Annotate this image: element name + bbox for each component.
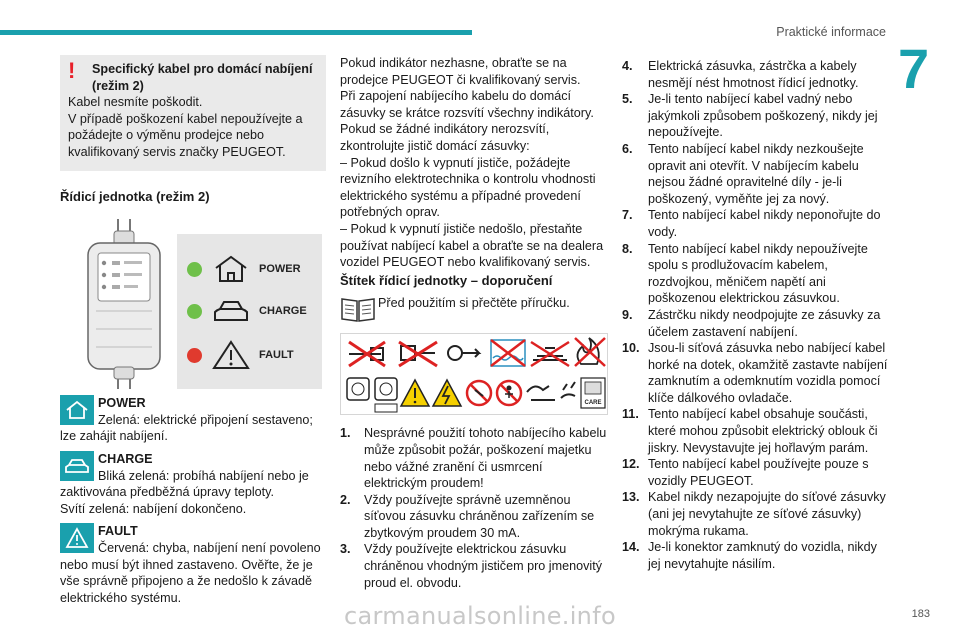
no-water-icon (491, 340, 525, 366)
control-unit-heading: Řídicí jednotka (režim 2) (60, 188, 210, 204)
list-item: 11. Tento nabíjecí kabel obsahuje součásti, které mohou způsobit elektrický oblouk či jiskry. Nevystavujte jej hořlavým parám. (622, 407, 878, 455)
home-icon (211, 254, 251, 284)
led-fault (187, 348, 202, 363)
care-label: CARE (584, 400, 602, 407)
panel-row-fault (187, 340, 317, 370)
car-icon (211, 296, 251, 326)
panel-label-charge: CHARGE (259, 305, 307, 318)
no-pulling-icon (527, 386, 555, 400)
no-extension-cord-icon (349, 342, 385, 366)
dash-item: – Pokud došlo k vypnutí jističe, požádejte revizního elektrotechnika o kontrolu vhodnosti elektrického systému a případné provedení potřebných oprav. (340, 155, 596, 220)
list-item: 10. Jsou-li síťová zásuvka nebo nabíjecí kabel horké na dotek, okamžitě zastavte nabíjení zamknutím a odemknutím vozidla pomocí klíče dálkového ovladače. (622, 341, 888, 405)
plug-icon (448, 346, 479, 360)
rules-list-a (340, 425, 608, 591)
manual-note: Před použitím si přečtěte příručku. (378, 296, 570, 311)
label-section-heading: Štítek řídicí jednotky – doporučení (340, 272, 553, 288)
warning-box (60, 55, 326, 171)
led-power (187, 262, 202, 277)
list-item: 3. Vždy používejte elektrickou zásuvku chráněnou vhodným jističem pro jmenovitý proud el. obvodu. (340, 542, 602, 590)
safety-pictograms-strip (341, 334, 609, 416)
indicator-panel (177, 234, 322, 389)
indicator-entry-power (60, 395, 326, 445)
safety-pictograms (340, 333, 608, 415)
socket-icon (347, 378, 369, 400)
no-sleeping-icon (531, 342, 569, 366)
indicator-entry-fault (60, 523, 326, 606)
indicator-name: FAULT (98, 524, 138, 539)
chapter-number: 7 (898, 37, 930, 100)
panel-row-power (187, 254, 317, 284)
indicator-text: Svítí zelená: nabíjení dokončeno. (60, 501, 247, 516)
list-item: 2. Vždy používejte správně uzemněnou síťovou zásuvku chráněnou zařízením se zbytkovým proudem 30 mA. (340, 492, 595, 540)
no-wet-hands-icon (561, 382, 575, 398)
indicator-entry-charge (60, 451, 326, 517)
car-icon (60, 451, 94, 481)
list-item: 8. Tento nabíjecí kabel nikdy nepoužívejte spolu s prodlužovacím kabelem, rozdvojkou, měničem napětí ani poškozenou elektrickou zásuvkou. (622, 241, 868, 306)
no-fire-icon (575, 338, 605, 366)
paragraph: Pokud indikátor nezhasne, obraťte se na prodejce PEUGEOT či kvalifikovaný servis. (340, 56, 581, 87)
led-charge (187, 304, 202, 319)
section-title: Praktické informace (776, 25, 886, 39)
indicator-text: Zelená: elektrické připojení sestaveno; lze zahájit nabíjení. (60, 412, 313, 444)
no-adapter-icon (399, 342, 437, 366)
list-item: 1. Nesprávné použití tohoto nabíjecího kabelu může způsobit požár, poškození majetku nebo vážné zranění či usmrcení elektrickým proudem! (340, 426, 607, 491)
panel-row-charge (187, 296, 317, 326)
list-item: 9. Zástrčku nikdy neodpojujte ze zásuvky za účelem zastavení nabíjení. (622, 307, 881, 339)
earthed-socket-icon (375, 378, 397, 412)
column-left (60, 55, 326, 606)
care-icon (581, 378, 605, 408)
panel-label-fault: FAULT (259, 349, 294, 362)
home-icon (60, 395, 94, 425)
watermark: carmanualsonline.info (344, 602, 616, 630)
list-item: 13. Kabel nikdy nezapojujte do síťové zásuvky (ani jej nevytahujte ze síťové zásuvky) mokrýma rukama. (622, 490, 886, 538)
warning-line: V případě poškození kabel nepoužívejte a požádejte o výměnu prodejce nebo kvalifikovaný servis značky PEUGEOT. (68, 111, 303, 159)
indicator-name: POWER (98, 396, 146, 411)
list-item: 5. Je-li tento nabíjecí kabel vadný nebo jakýmkoli způsobem poškozený, nikdy jej nepoužívejte. (622, 92, 878, 140)
list-item: 4. Elektrická zásuvka, zástrčka a kabely nesmějí nést hmotnost řídicí jednotky. (622, 59, 859, 90)
header-accent-bar (0, 30, 472, 35)
rules-list-b (622, 58, 892, 572)
column-right (622, 58, 892, 572)
dash-item: – Pokud k vypnutí jističe nedošlo, přestaňte používat nabíjecí kabel a obraťte se na dealera vozidel PEUGEOT nebo kvalifikovaný servis. (340, 221, 604, 270)
manual-note-row (340, 295, 608, 323)
warning-line: Kabel nesmíte poškodit. (68, 95, 203, 110)
indicator-text: Červená: chyba, nabíjení není povoleno nebo musí být ihned zastaveno. Ověřte, že je vše správně připojeno a že nedošlo k závadě elektrického systému. (60, 540, 321, 605)
warning-triangle-icon (60, 523, 94, 553)
column-middle (340, 55, 608, 591)
exclamation-icon: ! (68, 58, 76, 83)
page-number: 183 (911, 608, 930, 620)
warning-triangle-icon (211, 340, 251, 370)
charger-unit-illustration (74, 219, 174, 389)
high-voltage-icon (433, 380, 461, 406)
indicator-name: CHARGE (98, 451, 153, 466)
warning-title: Specifický kabel pro domácí nabíjení (režim 2) (92, 62, 313, 93)
list-item: 6. Tento nabíjecí kabel nikdy nezkoušejte opravit ani otevřít. V nabíjecím kabelu nejsou žádné opravitelné díly - je-li poškozený, vyměňte jej za nový. (622, 141, 864, 206)
indicator-text: Bliká zelená: probíhá nabíjení nebo je zaktivována předběžná úpravy teploty. (60, 468, 309, 500)
control-unit-figure (60, 219, 322, 389)
list-item: 14. Je-li konektor zamknutý do vozidla, nikdy jej nevytahujte násilím. (622, 540, 877, 571)
open-book-icon (340, 295, 376, 323)
electrical-hazard-icon (401, 380, 429, 406)
list-item: 12. Tento nabíjecí kabel používejte pouze s vozidly PEUGEOT. (622, 457, 869, 488)
no-child-icon (497, 381, 521, 405)
paragraph: Při zapojení nabíjecího kabelu do domácí zásuvky se krátce rozsvítí všechny indikátory. (340, 89, 594, 120)
paragraph: Pokud se žádné indikátory nerozsvítí, zkontrolujte jistič domácí zásuvky: (340, 122, 550, 153)
list-item: 7. Tento nabíjecí kabel nikdy neponořujte do vody. (622, 208, 881, 239)
no-dismantling-icon (467, 381, 491, 405)
panel-label-power: POWER (259, 263, 301, 276)
